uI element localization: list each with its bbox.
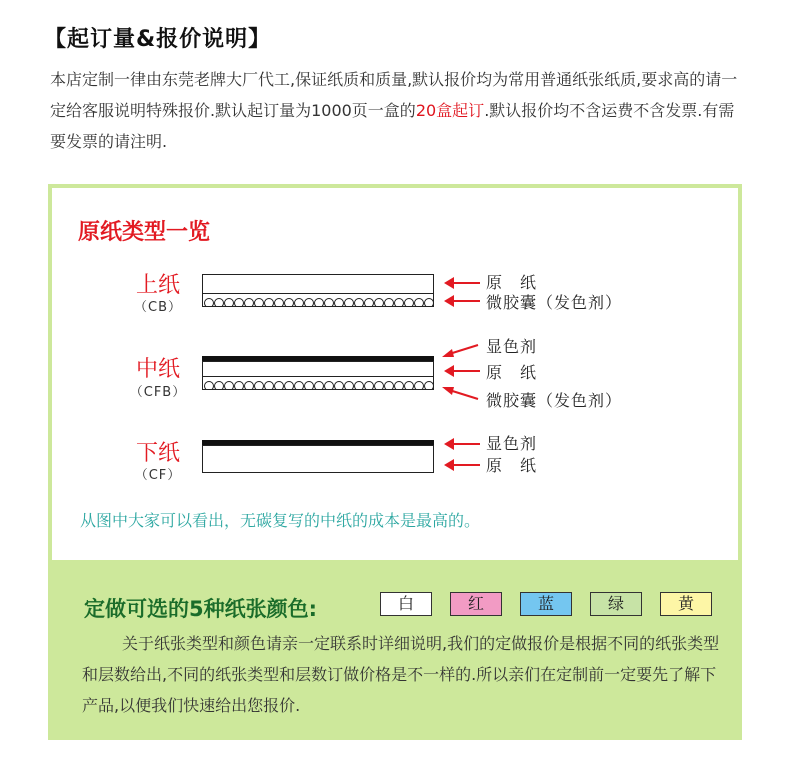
capsule-circle: [405, 382, 414, 391]
capsule-circle: [365, 382, 374, 391]
color-swatch-green: 绿: [590, 592, 642, 616]
capsule-circle: [305, 382, 314, 391]
color-swatch-red: 红: [450, 592, 502, 616]
capsule-circle: [225, 299, 234, 308]
page-title: 【起订量&报价说明】: [44, 27, 272, 52]
capsule-circle: [325, 299, 334, 308]
capsule-pattern-icon: [203, 297, 433, 307]
paper-cfb-capsule-layer: [202, 376, 434, 390]
capsule-circle: [385, 382, 394, 391]
arrow-diagonal-icon: [440, 384, 480, 404]
paper-cb-label-capsule: 微胶囊（发色剂）: [486, 293, 623, 312]
section-title: 原纸类型一览: [78, 220, 211, 245]
capsule-circle: [395, 382, 404, 391]
capsule-circle: [235, 382, 244, 391]
intro-paragraph: [50, 64, 750, 157]
paper-cfb-label-base: 原 纸: [486, 363, 538, 382]
paper-cb-code: （CB）: [134, 300, 182, 315]
capsule-circle: [235, 299, 244, 308]
paper-cf-label-base: 原 纸: [486, 456, 538, 475]
capsule-circle: [255, 299, 264, 308]
arrow-left-icon: [448, 443, 480, 445]
capsule-circle: [245, 299, 254, 308]
cost-note: 从图中大家可以看出，无碳复写的中纸的成本是最高的。: [80, 511, 481, 530]
arrow-left-icon: [448, 282, 480, 284]
intro-highlight: 20盒起订: [415, 101, 485, 120]
capsule-circle: [225, 382, 234, 391]
paper-cf-base-layer: [202, 445, 434, 473]
color-swatch-yellow: 黄: [660, 592, 712, 616]
capsule-circle: [245, 382, 254, 391]
capsule-circle: [285, 382, 294, 391]
capsule-circle: [255, 382, 264, 391]
color-options-title: 定做可选的5种纸张颜色:: [84, 597, 318, 621]
description-paragraph: [82, 628, 722, 721]
capsule-circle: [275, 382, 284, 391]
capsule-circle: [215, 382, 224, 391]
capsule-circle: [345, 299, 354, 308]
capsule-circle: [205, 299, 214, 308]
capsule-circle: [215, 299, 224, 308]
capsule-circle: [325, 382, 334, 391]
paper-cb-name: 上纸: [135, 273, 180, 298]
capsule-circle: [375, 299, 384, 308]
capsule-circle: [355, 299, 364, 308]
intro-text-before: 本店定制一律由东莞老牌大厂代工,保证纸质和质量,默认报价均为常用普通纸张纸质,要求高的请一定给客服说明特殊报价.默认起订量为1000页一盒的: [50, 70, 738, 120]
paper-cf-label-developer: 显色剂: [486, 434, 538, 453]
capsule-circle: [385, 299, 394, 308]
capsule-circle: [295, 382, 304, 391]
intro-text-after: .默认报价均不含运费不含发票.有需要发票的请注明.: [50, 101, 735, 151]
paper-cf-code: （CF）: [134, 468, 182, 483]
paper-cb-base-layer: [202, 274, 434, 294]
arrow-left-icon: [448, 464, 480, 466]
capsule-circle: [425, 382, 434, 391]
capsule-circle: [335, 299, 344, 308]
capsule-circle: [415, 299, 424, 308]
capsule-circle: [285, 299, 294, 308]
capsule-circle: [395, 299, 404, 308]
capsule-circle: [265, 382, 274, 391]
capsule-circle: [205, 382, 214, 391]
paper-cfb-code: （CFB）: [129, 385, 187, 400]
paper-cfb-name: 中纸: [135, 357, 180, 382]
arrow-diagonal-icon: [440, 340, 480, 360]
capsule-circle: [315, 382, 324, 391]
capsule-circle: [305, 299, 314, 308]
description-text: 关于纸张类型和颜色请亲一定联系时详细说明,我们的定做报价是根据不同的纸张类型和层数给出,不同的纸张类型和层数订做价格是不一样的.所以亲们在定制前一定要先了解下产品,以便我们快速给出您报价.: [82, 634, 720, 715]
paper-cb-capsule-layer: [202, 293, 434, 307]
capsule-pattern-icon: [203, 380, 433, 390]
paper-cb-label-base: 原 纸: [486, 273, 538, 292]
capsule-circle: [295, 299, 304, 308]
capsule-circle: [375, 382, 384, 391]
color-swatch-white: 白: [380, 592, 432, 616]
capsule-circle: [265, 299, 274, 308]
capsule-circle: [415, 382, 424, 391]
paper-cf-name: 下纸: [135, 441, 180, 466]
arrow-left-icon: [448, 300, 480, 302]
capsule-circle: [275, 299, 284, 308]
arrow-left-icon: [448, 370, 480, 372]
capsule-circle: [315, 299, 324, 308]
capsule-circle: [425, 299, 434, 308]
paper-cfb-base-layer: [202, 361, 434, 377]
capsule-circle: [365, 299, 374, 308]
capsule-circle: [345, 382, 354, 391]
color-swatch-blue: 蓝: [520, 592, 572, 616]
paper-cfb-label-capsule: 微胶囊（发色剂）: [486, 391, 623, 410]
capsule-circle: [355, 382, 364, 391]
paper-cfb-label-developer: 显色剂: [486, 337, 538, 356]
capsule-circle: [405, 299, 414, 308]
capsule-circle: [335, 382, 344, 391]
